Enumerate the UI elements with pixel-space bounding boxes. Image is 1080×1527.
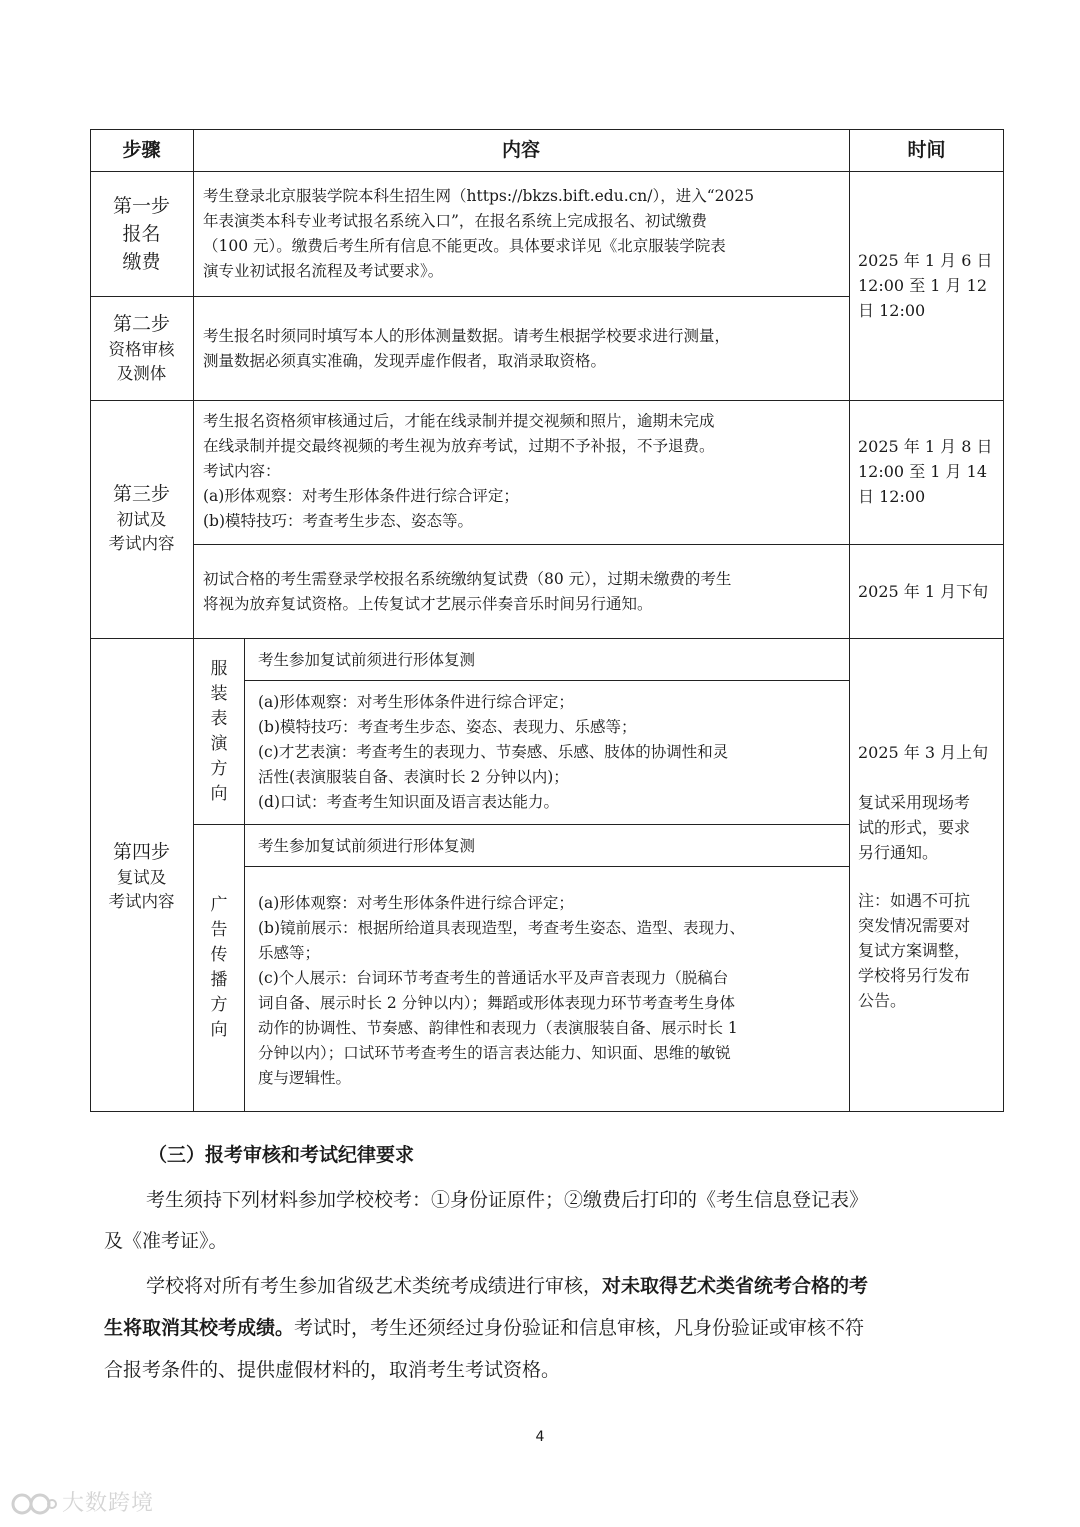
watermark-logo-icon [10, 1489, 58, 1519]
paragraph-2-bold-cont: 生将取消其校考成绩。 [104, 1317, 295, 1339]
direction-advertising-label: 广告传播方向 [210, 895, 228, 1040]
direction-fashion-note: 考生参加复试前须进行形体复测 [258, 651, 476, 669]
table-rule [193, 544, 1004, 545]
table-rule [90, 296, 850, 297]
table-rule [849, 129, 850, 1112]
paragraph-2-text-cont: 考试时，考生还须经过身份验证和信息审核，凡身份验证或审核不符 [294, 1317, 865, 1339]
step4-title: 第四步 [112, 841, 170, 863]
paragraph-2-line-3: 合报考条件的、提供虚假材料的，取消考生考试资格。 [104, 1359, 561, 1381]
table-rule [244, 680, 850, 681]
step2-content: 考生报名时须同时填写本人的形体测量数据。请考生根据学校要求进行测量， 测量数据必须真实准确，发现弄虚作假者，取消录取资格。 [203, 327, 731, 370]
direction-advertising-content: (a)形体观察：对考生形体条件进行综合评定； (b)镜前展示：根据所给道具表现造型，考查考生姿态、造型、表现力、 乐感等； (c)个人展示：台词环节考查考生的普通话水平及声音表现力（脱稿台 词自备、展示时长 2 分钟以内）；舞蹈或形体表现力环节考查考生身体 动作的协调性、节奏感、韵律性和表现力（表演服装自备、展示时长 1 分钟以内）；口试环节考查考生的语言表达能力、知识面、思维的敏锐 度与逻辑性。 [258, 894, 746, 1087]
paragraph-2-text: 学校将对所有考生参加省级艺术类统考成绩进行审核， [146, 1275, 603, 1297]
header-step: 步骤 [122, 139, 161, 161]
table-rule [244, 638, 245, 1112]
step3-content-b: 初试合格的考生需登录学校报名系统缴纳复试费（80 元），过期未缴费的考生 将视为放弃复试资格。上传复试才艺展示伴奏音乐时间另行通知。 [203, 570, 732, 613]
step1-content: 考生登录北京服装学院本科生招生网（https://bkzs.bift.edu.cn/），进入“2025 年表演类本科专业考试报名系统入口”，在报名系统上完成报名、初试缴费 （100 元）。缴费后考生所有信息不能更改。具体要求详见《北京服装学院表 演专业初试报名流程及考试要求》。 [203, 187, 755, 280]
watermark-text: 大数跨境 [62, 1491, 155, 1516]
paragraph-2-line-1 [104, 1265, 984, 1308]
table-rule [90, 638, 1004, 639]
step2-sub1: 资格审核 [108, 340, 175, 359]
paragraph-2-bold: 对未取得艺术类省统考合格的考 [602, 1275, 869, 1297]
step4-time: 2025 年 3 月上旬 [858, 743, 989, 762]
step3-label [90, 480, 193, 556]
header-time: 时间 [907, 139, 946, 161]
step3-time-b: 2025 年 1 月下旬 [858, 582, 989, 601]
step3-time-a: 2025 年 1 月 8 日 12:00 至 1 月 14 日 12:00 [858, 437, 993, 506]
table-rule [90, 400, 1004, 401]
table-rule [193, 824, 850, 825]
step4-time-remark: 注：如遇不可抗 突发情况需要对 复试方案调整， 学校将另行发布 公告。 [858, 891, 971, 1010]
step4-sub1: 复试及 [116, 868, 167, 887]
direction-advertising-note: 考生参加复试前须进行形体复测 [258, 837, 476, 855]
step1-sub2: 缴费 [122, 251, 161, 273]
step1-label [90, 192, 193, 276]
direction-fashion-label: 服装表演方向 [210, 659, 228, 804]
section-heading: （三）报考审核和考试纪律要求 [148, 1144, 415, 1166]
step4-sub2: 考试内容 [108, 892, 175, 911]
page-number: 4 [535, 1429, 545, 1445]
watermark [10, 1486, 154, 1519]
step2-label [90, 310, 193, 386]
step3-sub1: 初试及 [116, 510, 167, 529]
step4-time-note: 复试采用现场考 试的形式，要求 另行通知。 [858, 793, 971, 862]
step1-2-time: 2025 年 1 月 6 日 12:00 至 1 月 12 日 12:00 [858, 251, 993, 320]
step2-sub2: 及测体 [116, 364, 167, 383]
table-rule [193, 129, 194, 1112]
paragraph-1-line-1: 考生须持下列材料参加学校校考：①身份证原件；②缴费后打印的《考生信息登记表》 [146, 1189, 869, 1211]
step1-title: 第一步 [112, 195, 170, 217]
step3-sub2: 考试内容 [108, 534, 175, 553]
step1-sub1: 报名 [122, 223, 161, 245]
step4-label [90, 838, 193, 914]
header-content: 内容 [501, 139, 540, 161]
table-rule [244, 866, 850, 867]
step2-title: 第二步 [112, 313, 170, 335]
paragraph-1-line-2: 及《准考证》。 [104, 1230, 228, 1252]
paragraph-2-line-2 [104, 1307, 984, 1350]
step3-content-a: 考生报名资格须审核通过后，才能在线录制并提交视频和照片，逾期未完成 在线录制并提交最终视频的考生视为放弃考试，过期不予补报，不予退费。 考试内容： (a)形体观察：对考生形体条件进行综合评定； (b)模特技巧：考查考生步态、姿态等。 [203, 412, 715, 530]
step3-title: 第三步 [112, 483, 170, 505]
direction-fashion-content: (a)形体观察：对考生形体条件进行综合评定； (b)模特技巧：考查考生步态、姿态、表现力、乐感等； (c)才艺表演：考查考生的表现力、节奏感、乐感、肢体的协调性和灵 活性(表演服装自备、表演时长 2 分钟以内)； (d)口试：考查考生知识面及语言表达能力。 [258, 693, 729, 811]
table-rule [90, 171, 1004, 172]
